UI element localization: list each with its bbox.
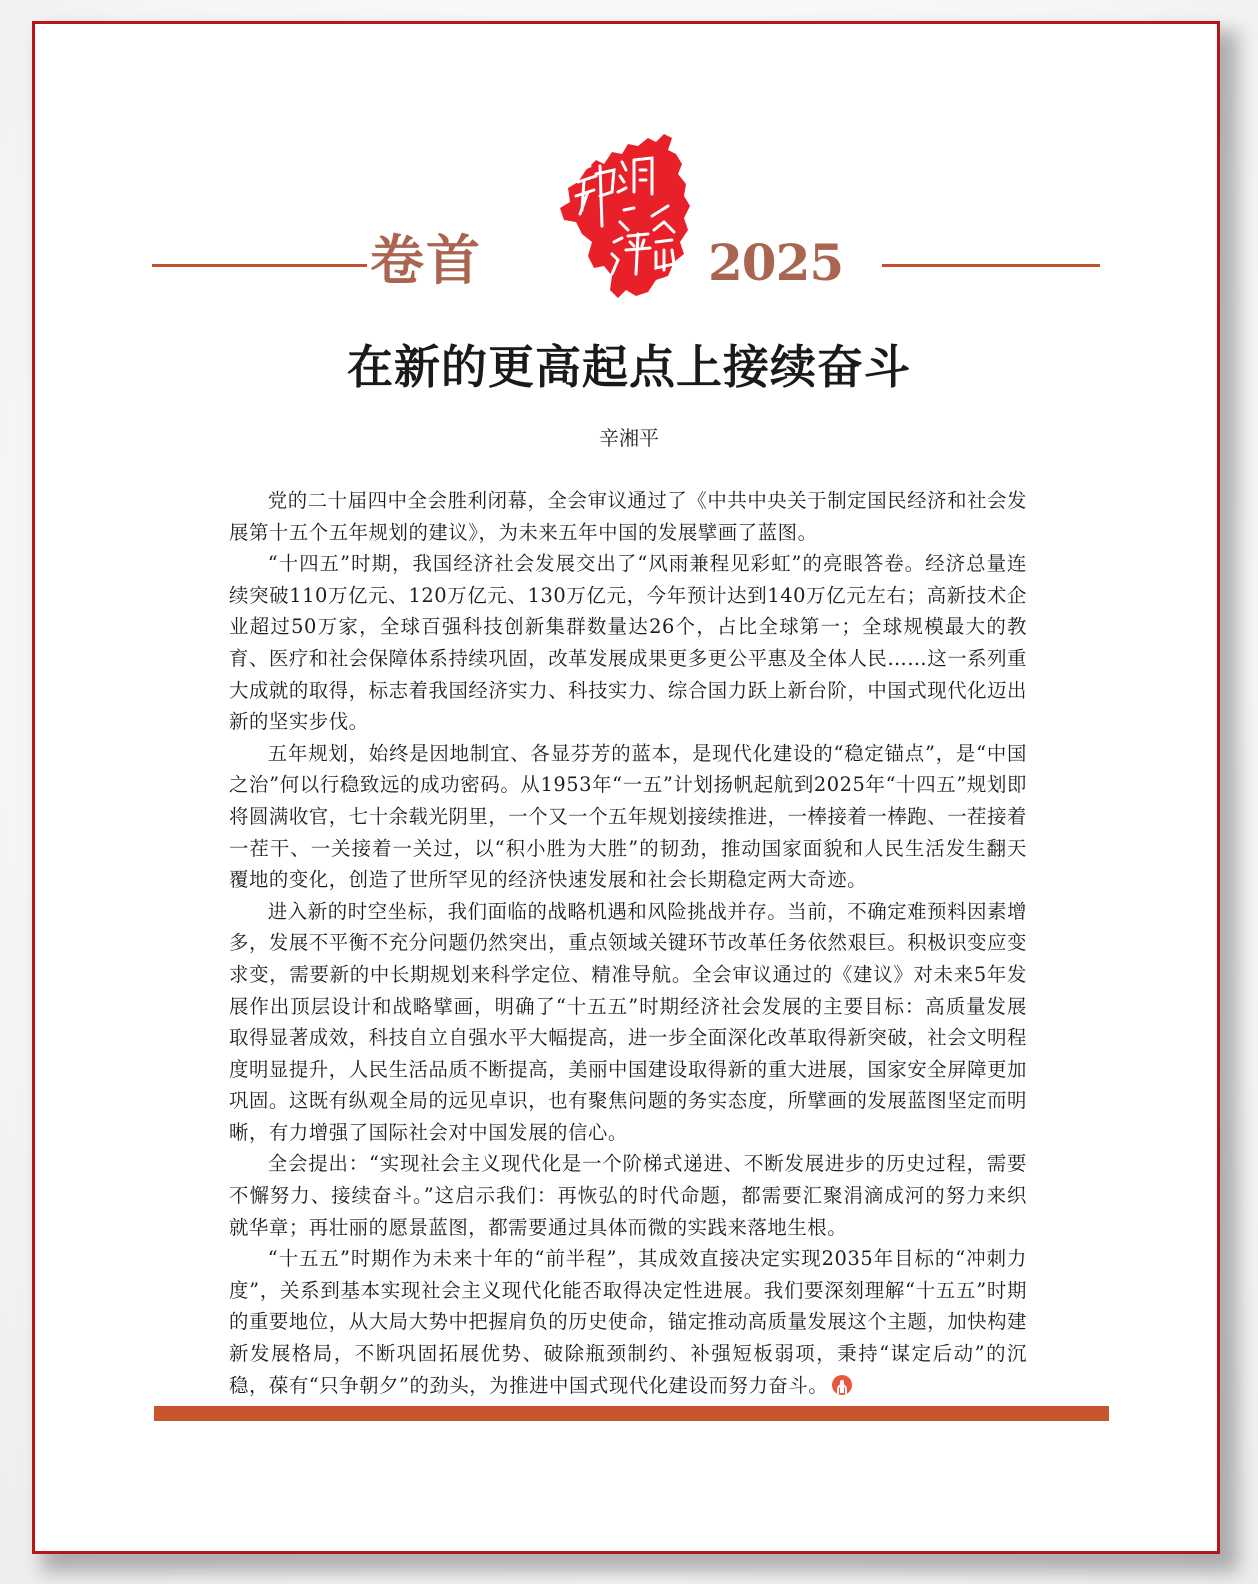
masthead-rule-left [152,264,367,267]
article-paragraph: “十四五”时期，我国经济社会发展交出了“风雨兼程见彩虹”的亮眼答卷。经济总量连续突破110万亿元、120万亿元、130万亿元，今年预计达到140万亿元左右；高新技术企业超过50万家，全球百强科技创新集群数量达26个，占比全球第一；全球规模最大的教育、医疗和社会保障体系持续巩固，改革发展成果更多更公平惠及全体人民……这一系列重大成就的取得，标志着我国经济实力、科技实力、综合国力跃上新台阶，中国式现代化迈出新的坚实步伐。 [229,552,1027,734]
article-paragraph: 五年规划，始终是因地制宜、各显芬芳的蓝本，是现代化建设的“稳定锚点”，是“中国之治”何以行稳致远的成功密码。从1953年“一五”计划扬帆起航到2025年“十四五”规划即将圆满收官，七十余载光阴里，一个又一个五年规划接续推进，一棒接着一棒跑、一茬接着一茬干、一关接着一关过，以“积小胜为大胜”的韧劲，推动国家面貌和人民生活发生翻天覆地的变化，创造了世所罕见的经济快速发展和社会长期稳定两大奇迹。 [229,741,1027,892]
masthead [152,130,1100,305]
section-label: 卷首 [370,229,482,292]
article-paragraph: 全会提出：“实现社会主义现代化是一个阶梯式递进、不断发展进步的历史过程，需要不懈努力、接续奋斗。”这启示我们：再恢弘的时代命题，都需要汇聚涓滴成河的努力来织就华章；再壮丽的愿景蓝图，都需要通过具体而微的实践来落地生根。 [229,1152,1027,1239]
xinxiang-pinglun-logo-icon [556,130,706,302]
end-mark-icon [832,1375,852,1395]
issue-year: 2025 [708,233,844,292]
article-title: 在新的更高起点上接续奋斗 [347,340,911,394]
masthead-rule-right [882,264,1100,267]
article-paragraph-last [229,1243,1027,1401]
article-author: 辛湘平 [599,426,659,450]
article-paragraph: 党的二十届四中全会胜利闭幕，全会审议通过了《中共中央关于制定国民经济和社会发展第十五个五年规划的建议》，为未来五年中国的发展擘画了蓝图。 [229,489,1027,544]
footer-bar [154,1406,1109,1421]
article-paragraph: 进入新的时空坐标，我们面临的战略机遇和风险挑战并存。当前，不确定难预料因素增多，发展不平衡不充分问题仍然突出，重点领域关键环节改革任务依然艰巨。积极识变应变求变，需要新的中长期规划来科学定位、精准导航。全会审议通过的《建议》对未来5年发展作出顶层设计和战略擘画，明确了“十五五”时期经济社会发展的主要目标：高质量发展取得显著成效，科技自立自强水平大幅提高，进一步全面深化改革取得新突破，社会文明程度明显提升，人民生活品质不断提高，美丽中国建设取得新的重大进展，国家安全屏障更加巩固。这既有纵观全局的远见卓识，也有聚焦问题的务实态度，所擘画的发展蓝图坚定而明晰，有力增强了国际社会对中国发展的信心。 [229,899,1027,1144]
article-body [229,485,1027,1401]
article-paragraph-text: “十五五”时期作为未来十年的“前半程”，其成效直接决定实现2035年目标的“冲刺力度”，关系到基本实现社会主义现代化能否取得决定性进展。我们要深刻理解“十五五”时期的重要地位，从大局大势中把握肩负的历史使命，锚定推动高质量发展这个主题，加快构建新发展格局，不断巩固拓展优势、破除瓶颈制约、补强短板弱项，秉持“谋定后动”的沉稳，葆有“只争朝夕”的劲头，为推进中国式现代化建设而努力奋斗。 [229,1247,1027,1397]
